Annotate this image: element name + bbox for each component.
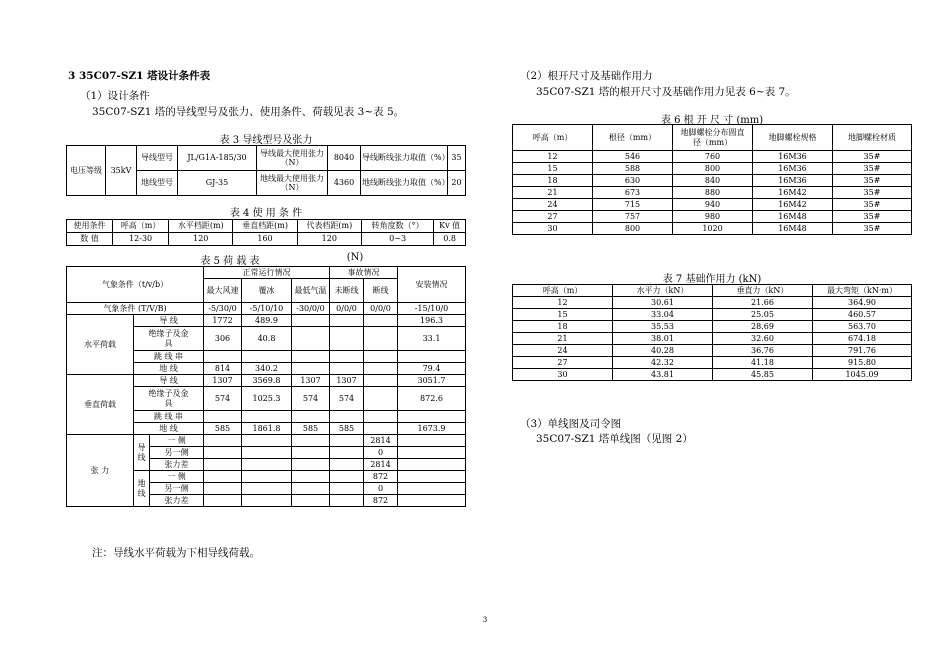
cell: 36.76 (713, 345, 813, 357)
cell: 地线最大使用张力（N） (257, 171, 328, 196)
cell: 导线断线张力取值（%） (361, 146, 448, 171)
cell: 导线最大使用张力（N） (257, 146, 328, 171)
cell (292, 351, 330, 363)
cell: 1673.9 (398, 423, 466, 435)
cell: 垂直档距(m) (233, 220, 297, 233)
cell (242, 471, 292, 483)
item-conductor: 导 线 (134, 375, 204, 387)
install-header: 安装情况 (398, 267, 466, 303)
cell: 0/0/0 (364, 303, 398, 315)
cell: 814 (204, 363, 242, 375)
cell: 2814 (364, 459, 398, 471)
cell: 630 (593, 175, 673, 187)
cell: 757 (593, 211, 673, 223)
cell: 16M48 (753, 211, 833, 223)
cell: 水平力（kN） (613, 285, 713, 297)
cell (292, 459, 330, 471)
cell (398, 483, 466, 495)
table7 (512, 284, 912, 381)
cell: 地脚螺栓规格 (753, 125, 833, 151)
cell: 40.8 (242, 327, 292, 351)
cell: 120 (297, 233, 361, 246)
cell: 585 (204, 423, 242, 435)
tension-label: 张 力 (67, 435, 134, 507)
cell (330, 435, 364, 447)
cell: 79.4 (398, 363, 466, 375)
cell: 715 (593, 199, 673, 211)
cell (398, 447, 466, 459)
cell (398, 411, 466, 423)
cell (330, 315, 364, 327)
cell: 16M42 (753, 199, 833, 211)
cell: 42.32 (613, 357, 713, 369)
cell: 27 (513, 357, 613, 369)
cell: 最大弯矩（kN·m） (813, 285, 912, 297)
cell: 588 (593, 163, 673, 175)
cell: 364.90 (813, 297, 912, 309)
cell: 38.01 (613, 333, 713, 345)
cell (204, 471, 242, 483)
cell: 使用条件 (67, 220, 113, 233)
page-number: 3 (482, 616, 488, 624)
cell: 30 (513, 223, 593, 235)
cell: 1025.3 (242, 387, 292, 411)
cell (292, 483, 330, 495)
cell (330, 411, 364, 423)
item-ground: 地 线 (134, 363, 204, 375)
item-insulator: 绝缘子及金具 (134, 387, 204, 411)
cell: 35# (833, 187, 912, 199)
cell: 574 (330, 387, 364, 411)
cell: 546 (593, 151, 673, 163)
cell: 呼高（m） (513, 125, 593, 151)
normal-header: 正常运行情况 (204, 267, 330, 279)
cell: 1772 (204, 315, 242, 327)
cell: 18 (513, 175, 593, 187)
cell (364, 423, 398, 435)
cell: 导线型号 (137, 146, 178, 171)
footnote: 注：导线水平荷载为下相导线荷载。 (92, 547, 260, 559)
cell (242, 447, 292, 459)
cell: 转角度数（°） (361, 220, 433, 233)
cell: 21.66 (713, 297, 813, 309)
cell: 674.18 (813, 333, 912, 345)
table6 (512, 124, 912, 235)
cell (364, 387, 398, 411)
cell: Kv 值 (434, 220, 466, 233)
cell: 574 (292, 387, 330, 411)
tension-conductor-label: 导线 (134, 435, 150, 471)
cell: 垂直力（kN） (713, 285, 813, 297)
cell (364, 351, 398, 363)
cell: 地线型号 (137, 171, 178, 196)
weather-header: 气象条件（t/v/b） (67, 267, 204, 303)
cell: 800 (593, 223, 673, 235)
cell: 呼高（m） (113, 220, 169, 233)
cell (292, 411, 330, 423)
cell: 880 (673, 187, 753, 199)
cell: 1861.8 (242, 423, 292, 435)
weather-row-label: 气象条件 (T/V/B) (67, 303, 204, 315)
cell (398, 495, 466, 507)
cell: 760 (673, 151, 753, 163)
cell: 0 (364, 447, 398, 459)
cell: 673 (593, 187, 673, 199)
cell (330, 447, 364, 459)
cell: 21 (513, 187, 593, 199)
cell: GJ-35 (178, 171, 257, 196)
cell: 20 (448, 171, 466, 196)
side-one: 一 侧 (150, 435, 204, 447)
cell: 489.9 (242, 315, 292, 327)
cell: 33.1 (398, 327, 466, 351)
cell (364, 363, 398, 375)
cell (292, 447, 330, 459)
col-min-temp: 最低气温 (292, 279, 330, 303)
cell (242, 351, 292, 363)
cell (204, 495, 242, 507)
side-one: 一 侧 (150, 471, 204, 483)
item-insulator: 绝缘子及金具 (134, 327, 204, 351)
cell (242, 435, 292, 447)
table4-title: 表 4 使 用 条 件 (229, 208, 303, 219)
voltage-value: 35kV (106, 146, 137, 196)
cell: 574 (204, 387, 242, 411)
cell: 0~3 (361, 233, 433, 246)
cell: 160 (233, 233, 297, 246)
cell (398, 459, 466, 471)
cell (292, 363, 330, 375)
cell: 35# (833, 163, 912, 175)
table4 (66, 219, 466, 246)
cell: 0.8 (434, 233, 466, 246)
table5-unit: (N) (346, 252, 364, 263)
cell (204, 351, 242, 363)
cell: -30/0/0 (292, 303, 330, 315)
table3-title: 表 3 导线型号及张力 (219, 135, 313, 146)
cell: 4360 (328, 171, 361, 196)
cell: 28.69 (713, 321, 813, 333)
item-jumper: 跳 线 串 (134, 351, 204, 363)
cell (364, 411, 398, 423)
cell: 15 (513, 309, 613, 321)
cell: 地线断线张力取值（%） (361, 171, 448, 196)
cell (242, 459, 292, 471)
cell (292, 471, 330, 483)
cell: 数 值 (67, 233, 113, 246)
cell (330, 483, 364, 495)
cell (364, 375, 398, 387)
cell: 33.04 (613, 309, 713, 321)
cell: 3051.7 (398, 375, 466, 387)
tension-diff: 张力差 (150, 495, 204, 507)
cell: 980 (673, 211, 753, 223)
cell: 585 (330, 423, 364, 435)
cell: 16M36 (753, 151, 833, 163)
cell: 15 (513, 163, 593, 175)
cell: 0/0/0 (330, 303, 364, 315)
cell (330, 327, 364, 351)
cell: 水平档距(m) (169, 220, 233, 233)
subsection-diagram: （3）单线图及司令图 (520, 418, 622, 430)
cell: 地脚螺栓分布圆直径（mm） (673, 125, 753, 151)
cell (398, 471, 466, 483)
cell (242, 495, 292, 507)
cell (330, 459, 364, 471)
col-broken: 断线 (364, 279, 398, 303)
cell (204, 435, 242, 447)
intro-text: 35C07-SZ1 塔的导线型号及张力、使用条件、荷载见表 3~表 5。 (92, 106, 405, 118)
cell (204, 483, 242, 495)
cell (292, 495, 330, 507)
cell: 16M36 (753, 163, 833, 175)
cell: 585 (292, 423, 330, 435)
side-other: 另一侧 (150, 447, 204, 459)
cell: 21 (513, 333, 613, 345)
table6-title: 表 6 根 开 尺 寸 (mm) (660, 115, 764, 126)
cell: 1307 (292, 375, 330, 387)
cell: 根径（mm） (593, 125, 673, 151)
vertical-load-label: 垂直荷载 (67, 375, 134, 435)
cell (242, 483, 292, 495)
cell: 24 (513, 345, 613, 357)
cell: 840 (673, 175, 753, 187)
cell: 41.18 (713, 357, 813, 369)
cell (204, 459, 242, 471)
voltage-label: 电压等级 (67, 146, 106, 196)
cell (292, 435, 330, 447)
cell: 0 (364, 483, 398, 495)
cell: 18 (513, 321, 613, 333)
cell: -5/10/10 (242, 303, 292, 315)
subsection-base-size: （2）根开尺寸及基础作用力 (520, 70, 653, 82)
tension-ground-label: 地线 (134, 471, 150, 507)
cell: 872.6 (398, 387, 466, 411)
item-jumper: 跳 线 串 (134, 411, 204, 423)
item-ground: 地 线 (134, 423, 204, 435)
col-unbroken: 未断线 (330, 279, 364, 303)
cell (330, 351, 364, 363)
cell: 45.85 (713, 369, 813, 381)
table7-title: 表 7 基础作用力 (kN) (662, 274, 762, 285)
cell: 16M36 (753, 175, 833, 187)
cell: 872 (364, 471, 398, 483)
cell: 35# (833, 223, 912, 235)
cell: 8040 (328, 146, 361, 171)
cell: 1307 (204, 375, 242, 387)
intro-text-2: 35C07-SZ1 塔的根开尺寸及基础作用力见表 6~表 7。 (536, 86, 796, 98)
cell: 25.05 (713, 309, 813, 321)
cell: 35.53 (613, 321, 713, 333)
cell: JL/G1A-185/30 (178, 146, 257, 171)
cell (364, 315, 398, 327)
table5 (66, 266, 466, 507)
cell: 12 (513, 297, 613, 309)
cell: 地脚螺栓材质 (833, 125, 912, 151)
cell: -15/10/0 (398, 303, 466, 315)
cell: 1020 (673, 223, 753, 235)
cell: 563.70 (813, 321, 912, 333)
cell: 35# (833, 151, 912, 163)
cell: 460.57 (813, 309, 912, 321)
diagram-reference: 35C07-SZ1 塔单线图（见图 2） (536, 433, 693, 445)
cell (204, 447, 242, 459)
cell: 35# (833, 175, 912, 187)
subsection-design-conditions: （1）设计条件 (80, 90, 150, 102)
cell: 791.76 (813, 345, 912, 357)
horizontal-load-label: 水平荷载 (67, 315, 134, 375)
cell: 27 (513, 211, 593, 223)
cell: -5/30/0 (204, 303, 242, 315)
cell: 32.60 (713, 333, 813, 345)
cell (242, 411, 292, 423)
cell: 30.61 (613, 297, 713, 309)
tension-diff: 张力差 (150, 459, 204, 471)
cell (364, 327, 398, 351)
cell (204, 411, 242, 423)
cell: 35# (833, 199, 912, 211)
section-heading: 3 35C07-SZ1 塔设计条件表 (68, 70, 211, 82)
cell: 1307 (330, 375, 364, 387)
cell (398, 351, 466, 363)
cell: 196.3 (398, 315, 466, 327)
cell: 120 (169, 233, 233, 246)
cell: 872 (364, 495, 398, 507)
cell: 3569.8 (242, 375, 292, 387)
cell (292, 315, 330, 327)
cell (330, 495, 364, 507)
cell: 16M48 (753, 223, 833, 235)
cell: 16M42 (753, 187, 833, 199)
cell: 12 (513, 151, 593, 163)
cell: 24 (513, 199, 593, 211)
cell (398, 435, 466, 447)
col-max-wind: 最大风速 (204, 279, 242, 303)
cell: 1045.09 (813, 369, 912, 381)
col-ice: 覆冰 (242, 279, 292, 303)
cell: 940 (673, 199, 753, 211)
cell: 12-30 (113, 233, 169, 246)
cell: 35 (448, 146, 466, 171)
table3 (66, 145, 466, 196)
cell: 35# (833, 211, 912, 223)
item-conductor: 导 线 (134, 315, 204, 327)
cell (330, 363, 364, 375)
cell: 340.2 (242, 363, 292, 375)
accident-header: 事故情况 (330, 267, 398, 279)
cell: 2814 (364, 435, 398, 447)
table5-title: 表 5 荷 载 表 (200, 256, 260, 267)
cell: 30 (513, 369, 613, 381)
cell: 915.80 (813, 357, 912, 369)
cell: 呼高（m） (513, 285, 613, 297)
cell: 800 (673, 163, 753, 175)
cell: 40.28 (613, 345, 713, 357)
side-other: 另一侧 (150, 483, 204, 495)
cell: 43.81 (613, 369, 713, 381)
cell (292, 327, 330, 351)
cell: 代表档距(m) (297, 220, 361, 233)
cell: 306 (204, 327, 242, 351)
cell (330, 471, 364, 483)
